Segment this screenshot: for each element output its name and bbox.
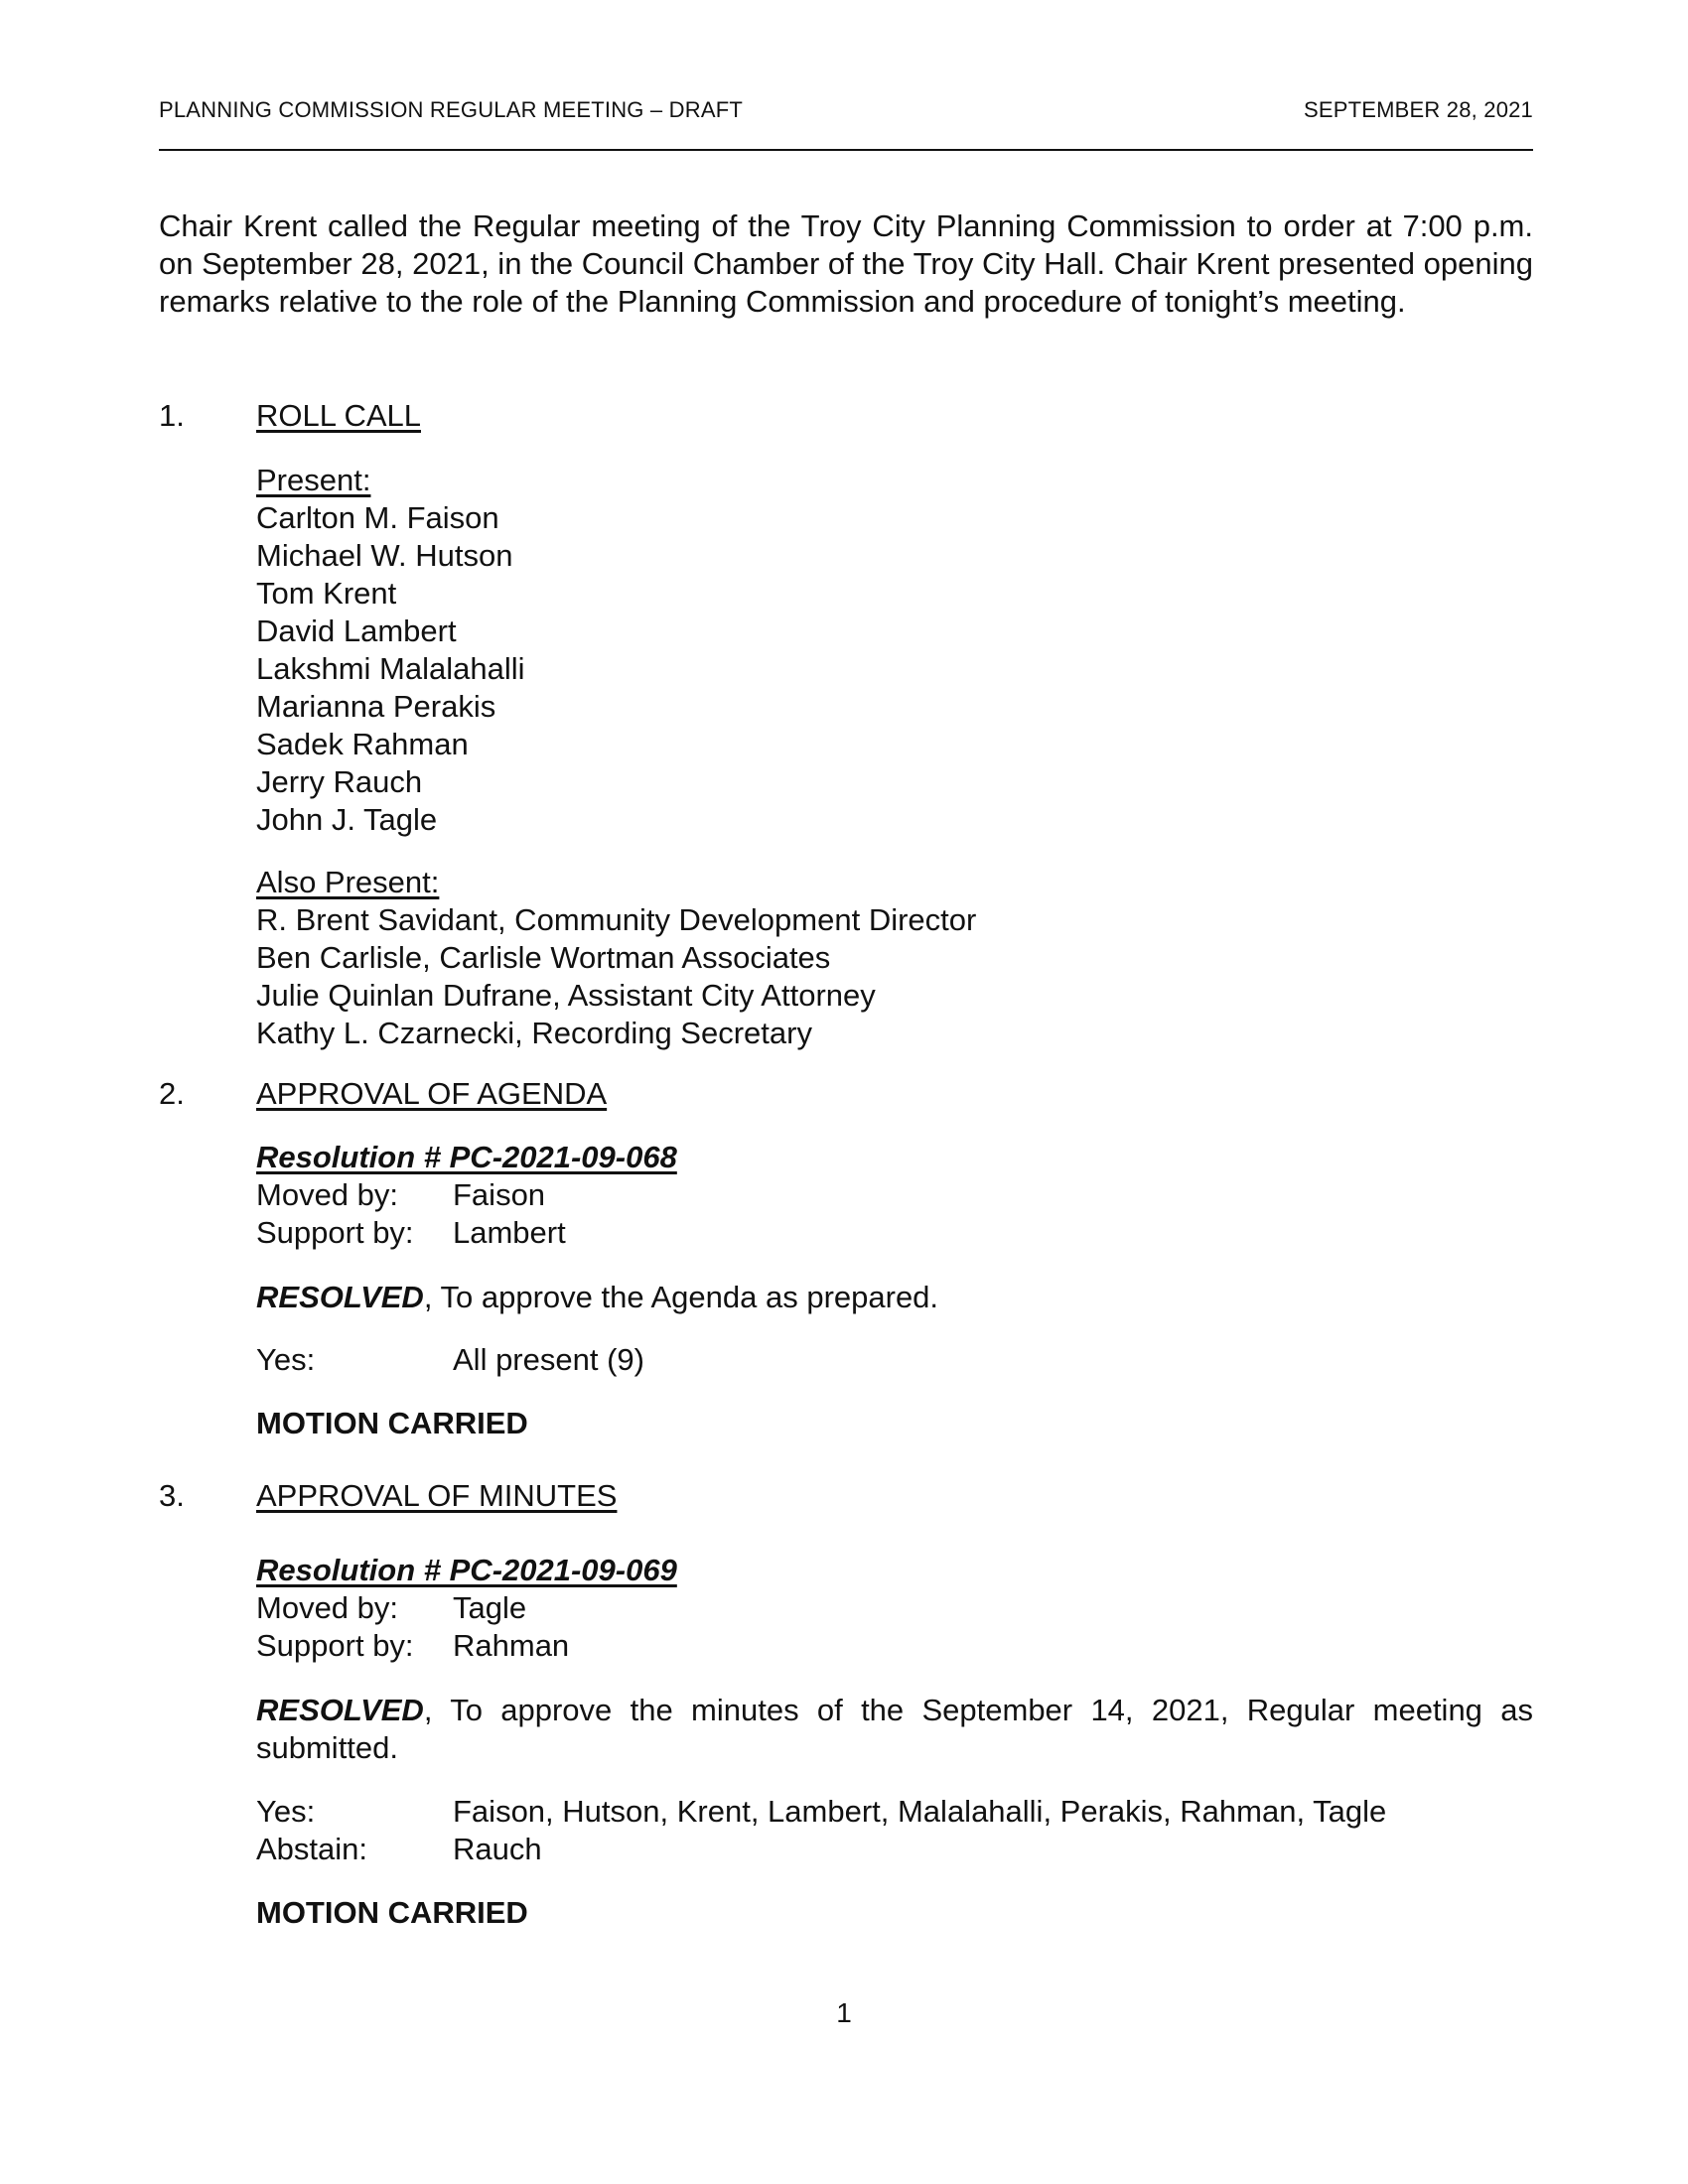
- list-item: David Lambert: [256, 614, 457, 648]
- resolved-agenda: [256, 1279, 1533, 1316]
- list-item: Sadek Rahman: [256, 727, 469, 761]
- yes-label: Yes:: [256, 1342, 316, 1377]
- section-number-agenda: 2.: [159, 1076, 185, 1111]
- header-date: SEPTEMBER 28, 2021: [1303, 97, 1533, 122]
- also-present-label: Also Present:: [256, 865, 440, 899]
- list-item: Tom Krent: [256, 576, 397, 611]
- section-number-minutes: 3.: [159, 1478, 185, 1513]
- resolved-keyword: RESOLVED: [256, 1280, 424, 1314]
- list-item: Ben Carlisle, Carlisle Wortman Associates: [256, 940, 831, 975]
- motion-status-agenda: MOTION CARRIED: [256, 1406, 528, 1440]
- resolution-title-agenda: Resolution # PC-2021-09-068: [256, 1140, 677, 1174]
- resolved-text: , To approve the Agenda as prepared.: [423, 1280, 939, 1314]
- intro-paragraph: Chair Krent called the Regular meeting of the Troy City Planning Commission to order at 7:00 p.m. on September 28, 2021, in the Council Chamber of the Troy City Hall. Chair Krent presented opening remarks relative to the role of the Planning Commission and procedure of tonight’s meeting.: [159, 208, 1533, 319]
- header-divider: [159, 149, 1533, 151]
- vote-abstain-minutes: [256, 1831, 1537, 1868]
- list-item: Lakshmi Malalahalli: [256, 651, 525, 686]
- support-by-value: Rahman: [453, 1628, 570, 1663]
- vote-yes-minutes: [256, 1793, 1537, 1831]
- yes-label: Yes:: [256, 1794, 316, 1829]
- resolution-title-minutes: Resolution # PC-2021-09-069: [256, 1553, 677, 1587]
- moved-by-agenda: [256, 1176, 1537, 1214]
- moved-by-value: Faison: [453, 1177, 546, 1212]
- also-present-list: [256, 901, 976, 1052]
- resolved-text: , To approve the minutes of the September 14, 2021, Regular meeting as submitted.: [256, 1693, 1533, 1765]
- list-item: Kathy L. Czarnecki, Recording Secretary: [256, 1016, 812, 1050]
- page-header: [159, 97, 1533, 123]
- yes-value: Faison, Hutson, Krent, Lambert, Malalahalli, Perakis, Rahman, Tagle: [453, 1794, 1387, 1829]
- present-list: [256, 499, 525, 839]
- moved-by-label: Moved by:: [256, 1177, 399, 1212]
- list-item: Carlton M. Faison: [256, 500, 499, 535]
- page-number: 1: [836, 1997, 852, 2028]
- moved-by-minutes: [256, 1589, 1537, 1627]
- moved-by-label: Moved by:: [256, 1590, 399, 1625]
- support-by-minutes: [256, 1627, 1537, 1665]
- abstain-value: Rauch: [453, 1832, 542, 1866]
- section-title-roll-call: ROLL CALL: [256, 398, 421, 433]
- vote-yes-agenda: [256, 1341, 1537, 1379]
- header-title: PLANNING COMMISSION REGULAR MEETING – DRAFT: [159, 97, 744, 122]
- list-item: R. Brent Savidant, Community Development Director: [256, 902, 977, 937]
- list-item: Michael W. Hutson: [256, 538, 513, 573]
- list-item: Marianna Perakis: [256, 689, 496, 724]
- section-title-agenda: APPROVAL OF AGENDA: [256, 1076, 608, 1111]
- list-item: Jerry Rauch: [256, 764, 423, 799]
- yes-value: All present (9): [453, 1342, 644, 1377]
- section-number-roll-call: 1.: [159, 398, 185, 433]
- support-by-label: Support by:: [256, 1628, 414, 1663]
- support-by-label: Support by:: [256, 1215, 414, 1250]
- motion-status-minutes: MOTION CARRIED: [256, 1895, 528, 1930]
- resolved-minutes: [256, 1692, 1533, 1767]
- list-item: John J. Tagle: [256, 802, 438, 837]
- moved-by-value: Tagle: [453, 1590, 527, 1625]
- support-by-value: Lambert: [453, 1215, 566, 1250]
- list-item: Julie Quinlan Dufrane, Assistant City Attorney: [256, 978, 876, 1013]
- abstain-label: Abstain:: [256, 1832, 368, 1866]
- section-title-minutes: APPROVAL OF MINUTES: [256, 1478, 618, 1513]
- support-by-agenda: [256, 1214, 1537, 1252]
- present-label: Present:: [256, 463, 371, 497]
- resolved-keyword: RESOLVED: [256, 1693, 424, 1727]
